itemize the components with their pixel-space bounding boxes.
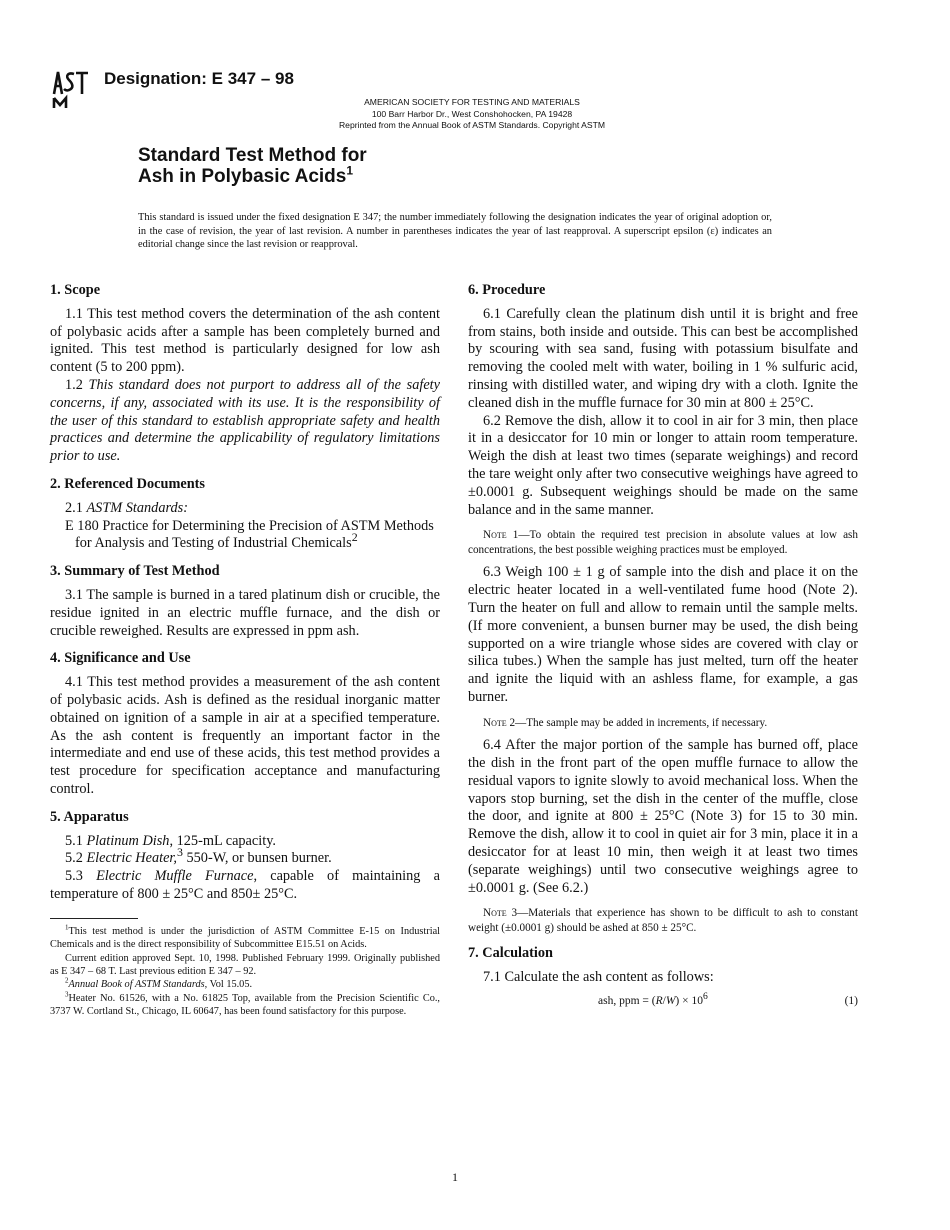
paragraph-2-1: 2.1 ASTM Standards: xyxy=(65,499,188,516)
footnote-2: $^2$Annual Book of ASTM Standards, Vol 15.05. xyxy=(65,976,253,991)
section-heading: 2. Referenced Documents xyxy=(50,475,205,492)
designation: Designation: E 347 – 98 xyxy=(104,69,294,88)
section-heading: 3. Summary of Test Method xyxy=(50,563,220,580)
equation-1 xyxy=(468,991,858,1013)
paragraph-6-4: 6.4 After the major portion of the sample has burned off, place the dish in the front part of the open muffle furnace to allow the residual vapors to ignite slowly to avoid mechanical loss. When the vapors stop burning, set the dish in the center of the muffle, close the door, and ignite at 800 ± 25°C (Note 3) for 15 to 30 min. Remove the dish, allow it to cool in quiet air for 3 min, place it in a desiccator for at least 10 min, then weigh it at least two times (separate weighings) until two consecutive weighings agree to ±0.0001 g. (See 6.2.) xyxy=(468,737,858,896)
section-heading: 1. Scope xyxy=(50,282,101,298)
right-column xyxy=(468,282,858,1013)
paragraph-1-2: 1.2 This standard does not purport to address all of the safety concerns, if any, associated with its use. It is the responsibility of the user of this standard to establish appropriate safety and health practices and determine the applicability of regulatory limitations prior to use. xyxy=(50,376,440,465)
document-title xyxy=(138,145,367,187)
page-number: 1 xyxy=(452,1170,458,1184)
section-heading: 7. Calculation xyxy=(468,945,553,962)
paragraph-4-1: 4.1 This test method provides a measurement of the ash content of polybasic acids. Ash is defined as the residual inorganic matter obtained on ignition of a sample in air at a specified temperature. As the ash content is frequently an important factor in the intermediate and end use of these acids, this test method provides a test procedure for specification acceptance and manufacturing control. xyxy=(50,674,440,797)
paragraph-1-1: 1.1 This test method covers the determination of the ash content of polybasic acids after a sample has been completely burned and ignited. This test method is particularly designed for low ash content (5 to 200 ppm). xyxy=(50,305,440,376)
paragraph-6-2: 6.2 Remove the dish, allow it to cool in air for 3 min, then place it in a desiccator for 10 min or longer to attain room temperature. Weigh the dish at least two times (separate weighings) and record the tare weight only after two consecutive weighings have agreed to ±0.0001 g. Subsequent weighings should be made on the same balance and in the same manner. xyxy=(468,412,858,518)
left-column xyxy=(50,282,440,1019)
note-2: Note 2—The sample may be added in increments, if necessary. xyxy=(483,716,768,729)
reprint-notice: Reprinted from the Annual Book of ASTM Standards. Copyright ASTM xyxy=(338,120,606,130)
footnote-1: $^1$This test method is under the jurisdiction of ASTM Committee E-15 on Industrial Chemicals and is the direct responsibility of Subcommittee E15.51 on Acids. xyxy=(50,923,440,951)
paragraph-6-1: 6.1 Carefully clean the platinum dish until it is bright and free from stains, both inside and outside. This can best be accomplished by scouring with sea sand, fusing with potassium bisulfate and removing the cooled melt with water, boiling in 1 % sulfuric acid, rinsing with distilled water, and wiping dry with a cloth. Ignite the cleaned dish in the muffle furnace for 30 min at 800 ± 25°C. xyxy=(468,305,858,411)
society-info xyxy=(0,97,944,132)
reference-e180: E 180 Practice for Determining the Precision of ASTM Methods for Analysis and Testing of Industrial Chemicals$^2$ xyxy=(65,517,434,552)
paragraph-5-3: 5.3 Electric Muffle Furnace, capable of maintaining a temperature of 800 ± 25°C and 850± 25°C. xyxy=(50,868,440,902)
title-line-2: Ash in Polybasic Acids xyxy=(138,166,347,187)
section-heading: 6. Procedure xyxy=(468,282,546,298)
footnote-1-edition: Current edition approved Sept. 10, 1998. Published February 1999. Originally published as E 347 – 68 T. Last previous edition E 347 – 92. xyxy=(50,952,440,977)
title-line-1: Standard Test Method for xyxy=(138,145,367,166)
society-name: AMERICAN SOCIETY FOR TESTING AND MATERIALS xyxy=(364,97,580,107)
paragraph-6-3: 6.3 Weigh 100 ± 1 g of sample into the dish and place it on the electric heater located in a well-ventilated fume hood (Note 2). Turn the heater on full and allow to remain until the sample melts. (If more convenient, a bunsen burner may be used, the dish being supported on a wire triangle whose sides are covered with clay or silica tubes.) When the sample has just melted, turn off the heater and ignite the liquid with an ashless flame, for example, a gas burner. xyxy=(468,564,858,705)
paragraph-5-2: 5.2 Electric Heater,$^3$ 550-W, or bunsen burner. xyxy=(65,845,332,867)
paragraph-3-1: 3.1 The sample is burned in a tared platinum dish or crucible, the residue ignited in an electric muffle furnace, and the dish or crucible reweighed. Results are expressed in ppm ash. xyxy=(50,586,440,639)
society-address: 100 Barr Harbor Dr., West Conshohocken, PA 19428 xyxy=(371,108,573,119)
paragraph-5-1: 5.1 Platinum Dish, 125-mL capacity. xyxy=(65,832,276,849)
standard-intro: This standard is issued under the fixed designation E 347; the number immediately following the designation indicates the year of original adoption or, in the case of revision, the year of last revision. A number in parentheses indicates the year of last reapproval. A superscript epsilon (ε) indicates an editorial change since the last revision or reapproval. xyxy=(138,212,772,250)
footnote-3: $^3$Heater No. 61526, with a No. 61825 Top, available from the Precision Scientific Co., 3737 W. Cortland St., Chicago, IL 60647, has been found satisfactory for this purpose. xyxy=(50,990,440,1018)
title-footnote-ref: 1 xyxy=(346,163,354,178)
equation-body: ash, ppm = $(R/W) \times 10^6$ xyxy=(598,991,708,1007)
footnote-divider xyxy=(50,918,138,919)
note-3: Note 3—Materials that experience has shown to be difficult to ash to constant weight (±0.0001 g) should be ashed at 850 ± 25°C. xyxy=(468,907,858,934)
section-heading: 4. Significance and Use xyxy=(50,650,191,667)
equation-number: (1) xyxy=(844,995,858,1007)
note-1: Note 1—To obtain the required test precision in absolute values at low ash concentrations, the best possible weighing practices must be employed. xyxy=(468,529,858,556)
section-heading: 5. Apparatus xyxy=(50,808,129,825)
paragraph-7-1: 7.1 Calculate the ash content as follows: xyxy=(483,969,714,986)
